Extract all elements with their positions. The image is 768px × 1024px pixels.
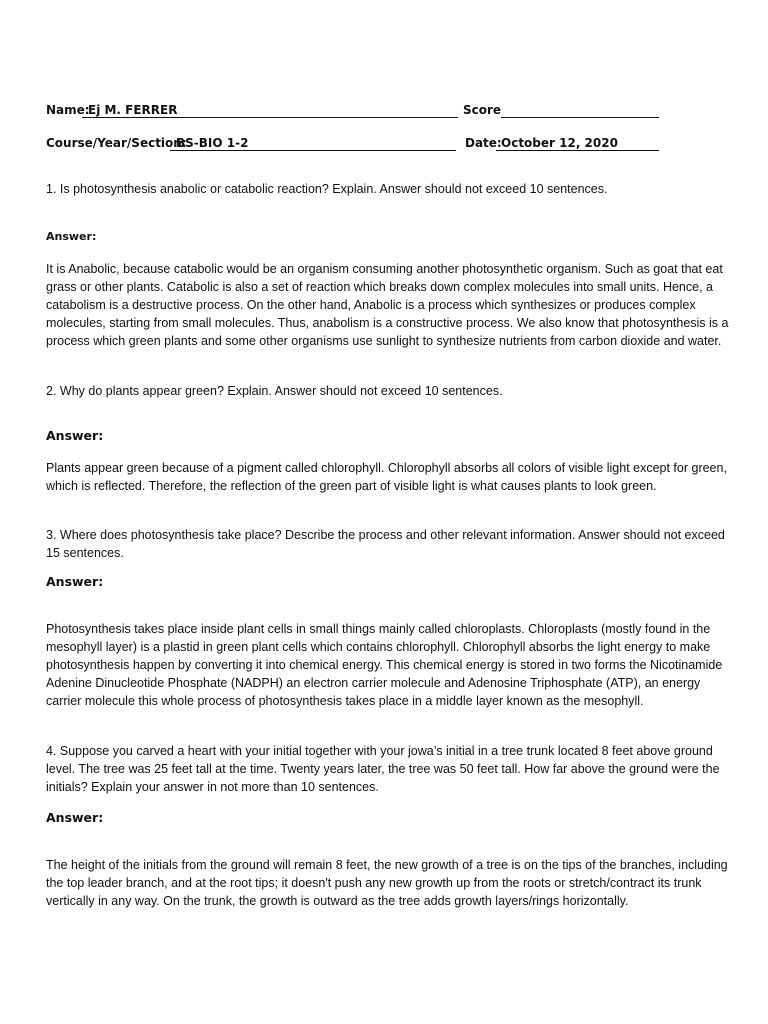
course-field[interactable]: BS-BIO 1-2 [170, 135, 456, 151]
question-2: 2. Why do plants appear green? Explain. Answer should not exceed 10 sentences. [46, 384, 503, 398]
answer-1: It is Anabolic, because catabolic would be an organism consuming another photosynthetic organism. Such as goat that eat grass or other plants. Catabolic is also a set of reaction which breaks down complex molecules into small units. Hence, a catabolism is a destructive process. On the other hand, Anabolic is a process which synthesizes or produces complex molecules, starting from small molecules. Thus, anabolism is a constructive process. We also know that photosynthesis is a process which green plants and some other organisms use sunlight to synthesize nutrients from carbon dioxide and water. [46, 262, 729, 348]
answer-label-4: Answer: [46, 810, 104, 825]
answer-2: Plants appear green because of a pigment called chlorophyll. Chlorophyll absorbs all colors of visible light except for green, which is reflected. Therefore, the reflection of the green part of visible light is what causes plants to look green. [46, 461, 727, 493]
question-1: 1. Is photosynthesis anabolic or catabolic reaction? Explain. Answer should not exceed 10 sentences. [46, 182, 608, 196]
date-field[interactable]: October 12, 2020 [496, 135, 659, 151]
name-label: Name: [46, 103, 90, 117]
answer-label-1: Answer: [46, 230, 97, 243]
date-label: Date: [465, 136, 502, 150]
answer-label-2: Answer: [46, 428, 104, 443]
course-label: Course/Year/Section: [46, 136, 187, 150]
answer-4: The height of the initials from the ground will remain 8 feet, the new growth of a tree is on the tips of the branches, including the top leader branch, and at the root tips; it doesn't push any new growth up from the roots or stretch/contract its trunk vertically in any way. On the trunk, the growth is outward as the tree adds growth layers/rings horizontally. [46, 858, 728, 908]
question-4: 4. Suppose you carved a heart with your initial together with your jowa’s initial in a tree trunk located 8 feet above ground level. The tree was 25 feet tall at the time. Twenty years later, the tree was 50 feet tall. How far above the ground were the initials? Explain your answer in not more than 10 sentences. [46, 744, 720, 794]
score-field[interactable] [501, 102, 659, 118]
score-label: Score [463, 103, 502, 117]
answer-label-3: Answer: [46, 574, 104, 589]
answer-3: Photosynthesis takes place inside plant cells in small things mainly called chloroplasts. Chloroplasts (mostly found in the mesophyll layer) is a plastid in green plant cells which contains chlorophyll. Chlorophyll absorbs the light energy to make photosynthesis happen by converting it into chemical energy. This chemical energy is stored in two forms the Nicotinamide Adenine Dinucleotide Phosphate (NADPH) an electron carrier molecule and Adenosine Triphosphate (ATP), an energy carrier molecule this whole process of photosynthesis takes place in a middle layer known as the mesophyll. [46, 622, 723, 708]
question-3: 3. Where does photosynthesis take place? Describe the process and other relevant information. Answer should not exceed 15 sentences. [46, 528, 725, 560]
name-field[interactable]: Ej M. FERRER [82, 102, 458, 118]
